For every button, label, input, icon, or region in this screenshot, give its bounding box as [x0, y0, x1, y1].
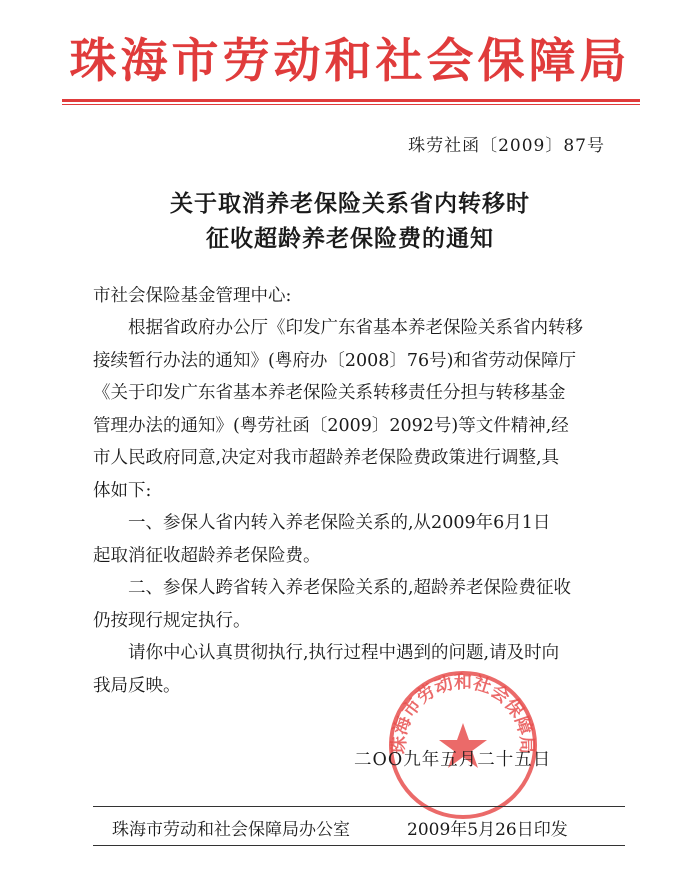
- agency-header-title: 珠海市劳动和社会保障局: [69, 34, 631, 89]
- paragraph-1: [93, 312, 610, 507]
- paragraph-line: 请你中心认真贯彻执行,执行过程中遇到的问题,请及时向: [128, 643, 560, 663]
- header-red-rule-thick: [62, 99, 640, 102]
- paragraph-line: 起取消征收超龄养老保险费。: [93, 545, 321, 566]
- official-seal-icon: [387, 669, 539, 821]
- footer-rule-top: [93, 806, 625, 807]
- paragraph-line: 市人民政府同意,决定对我市超龄养老保险费政策进行调整,具: [93, 448, 560, 468]
- paragraph-line: 根据省政府办公厅《印发广东省基本养老保险关系省内转移: [128, 318, 583, 338]
- paragraph-line: 一、参保人省内转入养老保险关系的,从2009年6月1日: [128, 513, 551, 533]
- paragraph-line: 管理办法的通知》(粤劳社函〔2009〕2092号)等文件精神,经: [93, 415, 569, 436]
- footer-issuer: 珠海市劳动和社会保障局办公室: [112, 820, 350, 840]
- addressee: 市社会保险基金管理中心:: [93, 286, 292, 306]
- document-title-line-2: 征收超龄养老保险费的通知: [206, 226, 494, 252]
- signature-date: 二OO九年五月二十五日: [354, 750, 552, 770]
- document-title-line-1: 关于取消养老保险关系省内转移时: [170, 191, 530, 217]
- paragraph-line: 体如下:: [93, 480, 152, 501]
- seal-text: 珠海市劳动和社会保障局: [388, 671, 538, 755]
- paragraph-line: 《关于印发广东省基本养老保险关系转移责任分担与转移基金: [93, 383, 566, 403]
- paragraph-line: 仍按现行规定执行。: [93, 610, 251, 631]
- footer-rule-bottom: [93, 845, 625, 846]
- footer-print-date: 2009年5月26日印发: [407, 820, 568, 840]
- paragraph-line: 二、参保人跨省转入养老保险关系的,超龄养老保险费征收: [128, 578, 572, 598]
- item-2: [93, 572, 610, 637]
- item-1: [93, 507, 610, 572]
- addressee-block: [93, 280, 610, 313]
- header-red-rule-thin: [62, 104, 640, 105]
- document-number: 珠劳社函〔2009〕87号: [408, 136, 605, 156]
- paragraph-line: 接续暂行办法的通知》(粤府办〔2008〕76号)和省劳动保障厅: [93, 350, 576, 371]
- paragraph-line: 我局反映。: [93, 675, 181, 696]
